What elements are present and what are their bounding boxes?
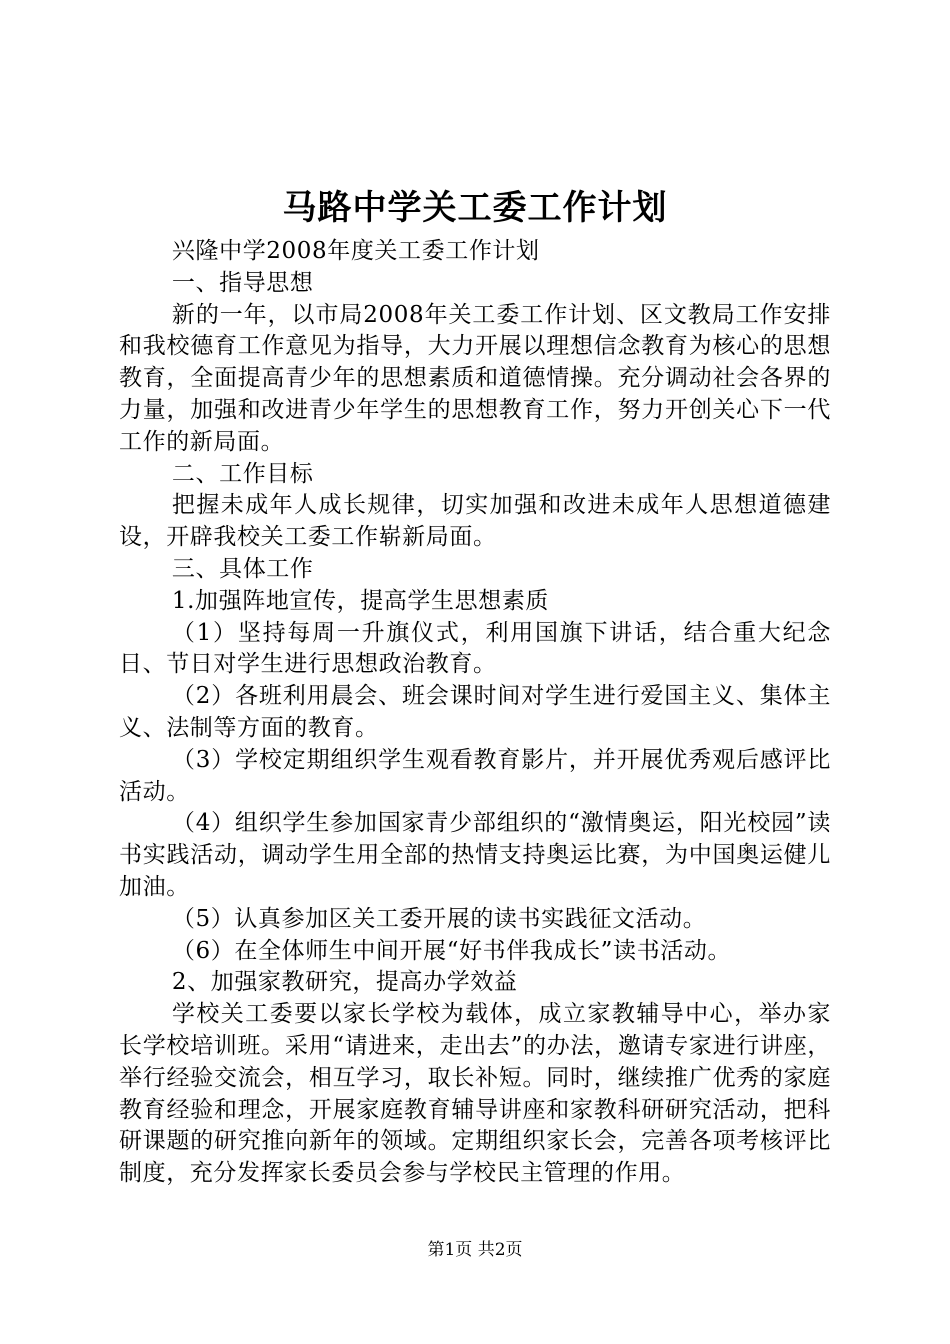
list-item: （3）学校定期组织学生观看教育影片，并开展优秀观后感评比活动。: [119, 746, 831, 805]
body-paragraph: 把握未成年人成长规律，切实加强和改进未成年人思想道德建设，开辟我校关工委工作崭新局面。: [119, 492, 831, 551]
section-heading: 一、指导思想: [171, 269, 314, 296]
list-item: （2）各班利用晨会、班会课时间对学生进行爱国主义、集体主义、法制等方面的教育。: [119, 683, 831, 741]
body-paragraph: 学校关工委要以家长学校为载体，成立家教辅导中心，举办家长学校培训班。采用“请进来，走出去”的办法，邀请专家进行讲座，举行经验交流会，相互学习，取长补短。同时，继续推广优秀的家庭教育经验和理念，开展家庭教育辅导讲座和家教科研研究活动，把科研课题的研究推向新年的领域。定期组织家长会，完善各项考核评比制度，充分发挥家长委员会参与学校民主管理的作用。: [119, 1001, 831, 1187]
list-item: （4）组织学生参加国家青少部组织的“激情奥运，阳光校园”读书实践活动，调动学生用全部的热情支持奥运比赛，为中国奥运健儿加油。: [119, 810, 831, 900]
body-paragraph: 新的一年，以市局2008年关工委工作计划、区文教局工作安排和我校德育工作意见为指导，大力开展以理想信念教育为核心的思想教育，全面提高青少年的思想素质和道德情操。充分调动社会各界的力量，加强和改进青少年学生的思想教育工作，努力开创关心下一代工作的新局面。: [119, 301, 831, 455]
page-footer: 第1页 共2页: [427, 1240, 523, 1260]
subsection-heading: 2、加强家教研究，提高办学效益: [171, 969, 518, 996]
list-item: （1）坚持每周一升旗仪式，利用国旗下讲话，结合重大纪念日、节日对学生进行思想政治教育。: [119, 619, 831, 678]
subsection-heading: 1.加强阵地宣传，提高学生思想素质: [171, 587, 550, 614]
list-item: （5）认真参加区关工委开展的读书实践征文活动。: [171, 905, 707, 932]
document-body: [119, 236, 831, 1190]
section-heading: 二、工作目标: [171, 460, 314, 487]
list-item: （6）在全体师生中间开展“好书伴我成长”读书活动。: [171, 937, 732, 964]
subtitle-paragraph: 兴隆中学2008年度关工委工作计划: [171, 238, 540, 264]
section-heading: 三、具体工作: [171, 555, 314, 582]
document-title: 马路中学关工委工作计划: [282, 188, 668, 228]
